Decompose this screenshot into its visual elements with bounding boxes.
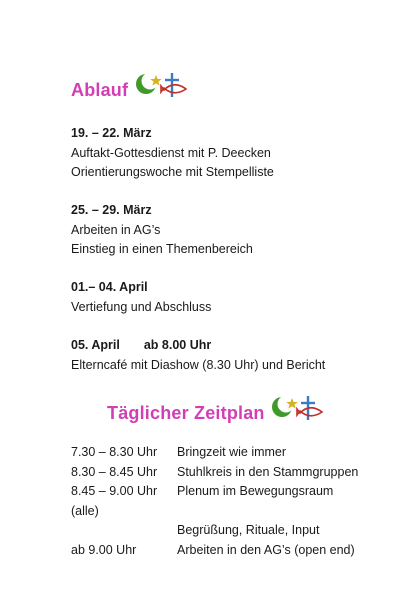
ablauf-heading: Ablauf bbox=[71, 80, 129, 100]
schedule-row bbox=[71, 521, 401, 541]
schedule-row bbox=[71, 463, 401, 483]
section-time: ab 8.00 Uhr bbox=[143, 338, 212, 352]
schedule-time: 8.45 – 9.00 Uhr bbox=[71, 484, 158, 498]
section-line: Einstieg in einen Themenbereich bbox=[71, 242, 253, 256]
ablauf-section-3 bbox=[71, 278, 211, 317]
schedule-time: (alle) bbox=[71, 503, 99, 518]
interfaith-symbols-icon bbox=[270, 393, 330, 425]
schedule-activity: Begrüßung, Rituale, Input bbox=[177, 523, 320, 537]
ablauf-section-1 bbox=[71, 124, 274, 183]
section-line: Vertiefung und Abschluss bbox=[71, 299, 212, 314]
schedule-activity: Bringzeit wie immer bbox=[177, 445, 287, 459]
section-line: Arbeiten in AG’s bbox=[71, 222, 161, 237]
section-date: 01.– 04. April bbox=[71, 280, 148, 294]
section-line: Orientierungswoche mit Stempelliste bbox=[71, 165, 274, 179]
section-date: 05. April bbox=[71, 338, 120, 352]
schedule-activity: Arbeiten in den AG’s (open end) bbox=[177, 542, 355, 557]
schedule-table bbox=[71, 443, 401, 560]
schedule-row bbox=[71, 482, 401, 502]
zeitplan-heading: Täglicher Zeitplan bbox=[107, 403, 265, 423]
schedule-time: 7.30 – 8.30 Uhr bbox=[71, 445, 158, 459]
schedule-row bbox=[71, 443, 401, 463]
section-line: Auftakt-Gottesdienst mit P. Deecken bbox=[71, 145, 271, 160]
section-date: 25. – 29. März bbox=[71, 203, 152, 217]
interfaith-symbols-icon bbox=[134, 70, 194, 102]
schedule-activity: Plenum im Bewegungsraum bbox=[177, 484, 334, 498]
ablauf-section-2 bbox=[71, 201, 253, 260]
schedule-time bbox=[71, 521, 177, 541]
schedule-row bbox=[71, 541, 401, 561]
schedule-time: ab 9.00 Uhr bbox=[71, 542, 137, 557]
schedule-row bbox=[71, 502, 401, 522]
schedule-activity: Stuhlkreis in den Stammgruppen bbox=[177, 464, 359, 479]
ablauf-section-4 bbox=[71, 336, 325, 375]
schedule-time: 8.30 – 8.45 Uhr bbox=[71, 464, 158, 479]
section-line: Elterncafé mit Diashow (8.30 Uhr) und Bericht bbox=[71, 357, 326, 372]
section-date: 19. – 22. März bbox=[71, 126, 152, 140]
